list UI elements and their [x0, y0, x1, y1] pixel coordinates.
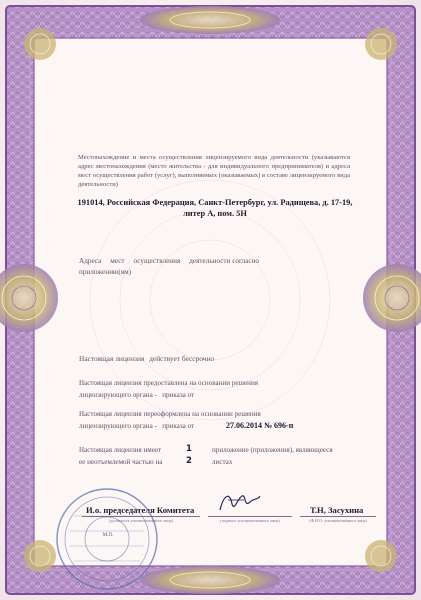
official-seal-stamp	[54, 486, 160, 592]
basis-line-2: лицензирующего органа - приказа от	[79, 391, 195, 399]
reissue-line-1: Настоящая лицензия переоформлена на основании решения	[79, 410, 261, 418]
annex-count: 1	[186, 444, 192, 454]
address-line-2: литер А, пом. 5Н	[183, 209, 247, 218]
validity-statement	[79, 354, 214, 364]
signatory-position: И.о. председателя Комитета	[86, 505, 195, 515]
position-caption: (должность уполномоченного лица)	[108, 518, 174, 523]
stamp-mark: М.П.	[102, 533, 114, 538]
name-caption: (Ф.И.О. уполномоченного лица)	[309, 518, 367, 523]
annex-line-2-pre: ее неотъемлемой частью на	[79, 458, 163, 466]
signatory-name: Т.Н, Засухина	[310, 505, 364, 515]
basis-line-1: Настоящая лицензия предоставлена на основании решения	[79, 379, 258, 387]
reissue-date: 27.06.2014 № 696-п	[226, 421, 294, 430]
annex-line-2-post: листах	[212, 458, 233, 466]
annex-sheets: 2	[186, 456, 192, 466]
location-note: Местонахождение и места осуществления лицензируемого вида деятельности (указываются адрес местонахождения (место жительства - для индивидуального предпринимателя) и адреса мест осуществления работ (услуг), выполняемых (оказываемых) в составе лицензируемого вида деятельности)	[78, 154, 350, 188]
annex-line-1-post: приложение (приложения), являющееся	[212, 446, 333, 454]
reissue-line-2: лицензирующего органа - приказа от	[79, 422, 195, 430]
address-line-1: 191014, Российская Федерация, Санкт-Петербург, ул. Радищева, д. 17-19,	[77, 198, 353, 207]
validity-value: действует бессрочно	[149, 354, 215, 363]
name-underline	[300, 516, 376, 517]
handwritten-signature	[214, 488, 264, 518]
signature-caption: (подпись уполномоченного лица)	[220, 518, 280, 523]
annex-line-1-pre: Настоящая лицензия имеет	[79, 446, 162, 454]
validity-label: Настоящая лицензия	[79, 354, 145, 363]
addresses-ref-line-2: приложению(ям)	[79, 268, 132, 276]
addresses-ref-line-1: Адреса мест осуществления деятельности согласно	[79, 257, 259, 265]
